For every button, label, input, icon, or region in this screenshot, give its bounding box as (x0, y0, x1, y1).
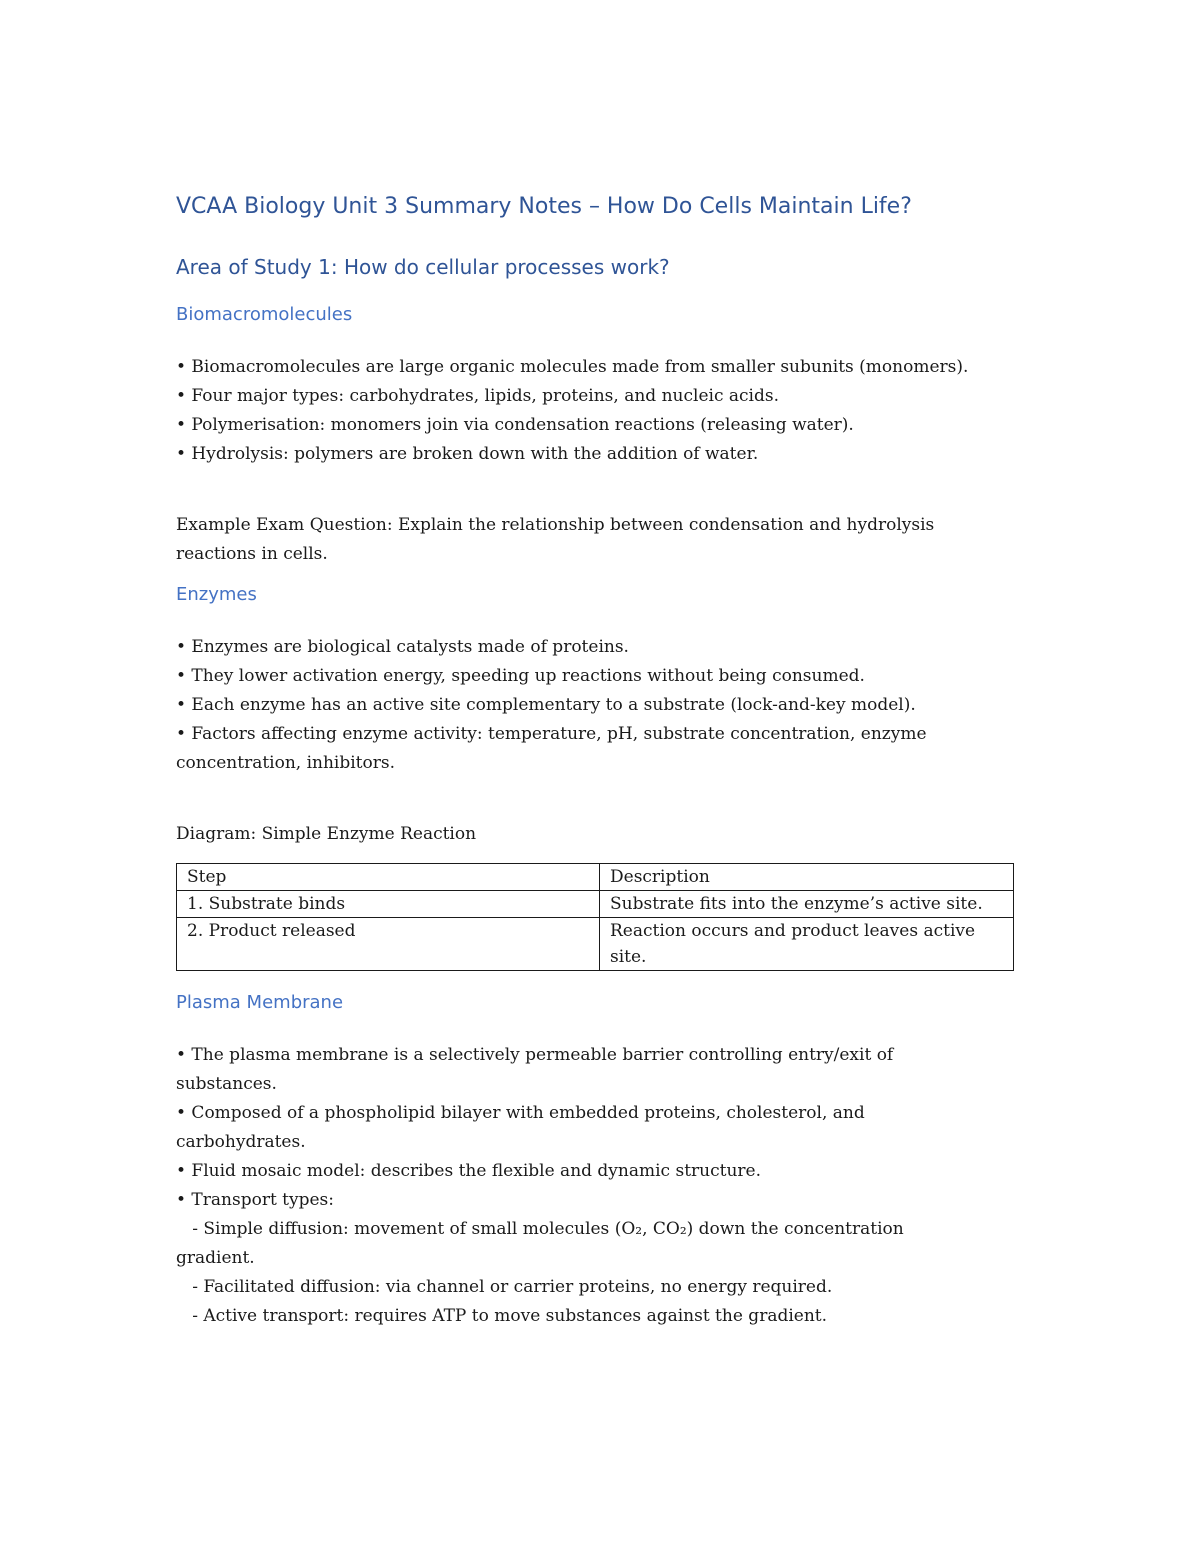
sub-bullet-item: - Active transport: requires ATP to move substances against the gradient. (176, 1306, 828, 1326)
bullet-item: • Fluid mosaic model: describes the flexible and dynamic structure. (176, 1161, 761, 1181)
bullet-item: • They lower activation energy, speeding up reactions without being consumed. (176, 666, 865, 686)
table-cell: Reaction occurs and product leaves active site. (600, 918, 1014, 971)
bullet-item: • Hydrolysis: polymers are broken down with the addition of water. (176, 444, 759, 464)
bullet-item: • Polymerisation: monomers join via condensation reactions (releasing water). (176, 415, 854, 435)
table-cell: 1. Substrate binds (177, 891, 600, 918)
exam-question-line: reactions in cells. (176, 544, 328, 564)
plasma-membrane-heading: Plasma Membrane (176, 992, 344, 1013)
sub-bullet-continuation: gradient. (176, 1248, 255, 1268)
bullet-item: • Enzymes are biological catalysts made of proteins. (176, 637, 629, 657)
table-row (177, 918, 1014, 971)
document-title: VCAA Biology Unit 3 Summary Notes – How Do Cells Maintain Life? (176, 194, 912, 219)
bullet-item-continuation: carbohydrates. (176, 1132, 306, 1152)
bullet-item: • The plasma membrane is a selectively permeable barrier controlling entry/exit of (176, 1045, 894, 1065)
table-header-cell: Step (177, 864, 600, 891)
sub-bullet-item: - Simple diffusion: movement of small molecules (O₂, CO₂) down the concentration (176, 1219, 904, 1239)
table-cell: Substrate fits into the enzyme’s active site. (600, 891, 1014, 918)
bullet-item: • Transport types: (176, 1190, 335, 1210)
bullet-item: • Composed of a phospholipid bilayer with embedded proteins, cholesterol, and (176, 1103, 865, 1123)
bullet-item: • Factors affecting enzyme activity: temperature, pH, substrate concentration, enzyme (176, 724, 927, 744)
biomacromolecules-heading: Biomacromolecules (176, 304, 353, 325)
document-page (176, 192, 1026, 1331)
bullet-item: • Each enzyme has an active site complementary to a substrate (lock-and-key model). (176, 695, 916, 715)
enzyme-steps-table (176, 863, 1014, 971)
table-header-cell: Description (600, 864, 1014, 891)
bullet-item: • Biomacromolecules are large organic molecules made from smaller subunits (monomers). (176, 357, 969, 377)
table-cell: 2. Product released (177, 918, 600, 971)
bullet-item-continuation: substances. (176, 1074, 277, 1094)
area-of-study-heading: Area of Study 1: How do cellular processes work? (176, 255, 670, 279)
enzymes-heading: Enzymes (176, 584, 257, 605)
table-row (177, 891, 1014, 918)
bullet-item-continuation: concentration, inhibitors. (176, 753, 395, 773)
exam-question-line: Example Exam Question: Explain the relationship between condensation and hydrolysis (176, 515, 935, 535)
sub-bullet-item: - Facilitated diffusion: via channel or carrier proteins, no energy required. (176, 1277, 833, 1297)
bullet-item: • Four major types: carbohydrates, lipids, proteins, and nucleic acids. (176, 386, 779, 406)
table-header-row (177, 864, 1014, 891)
diagram-label: Diagram: Simple Enzyme Reaction (176, 824, 477, 844)
